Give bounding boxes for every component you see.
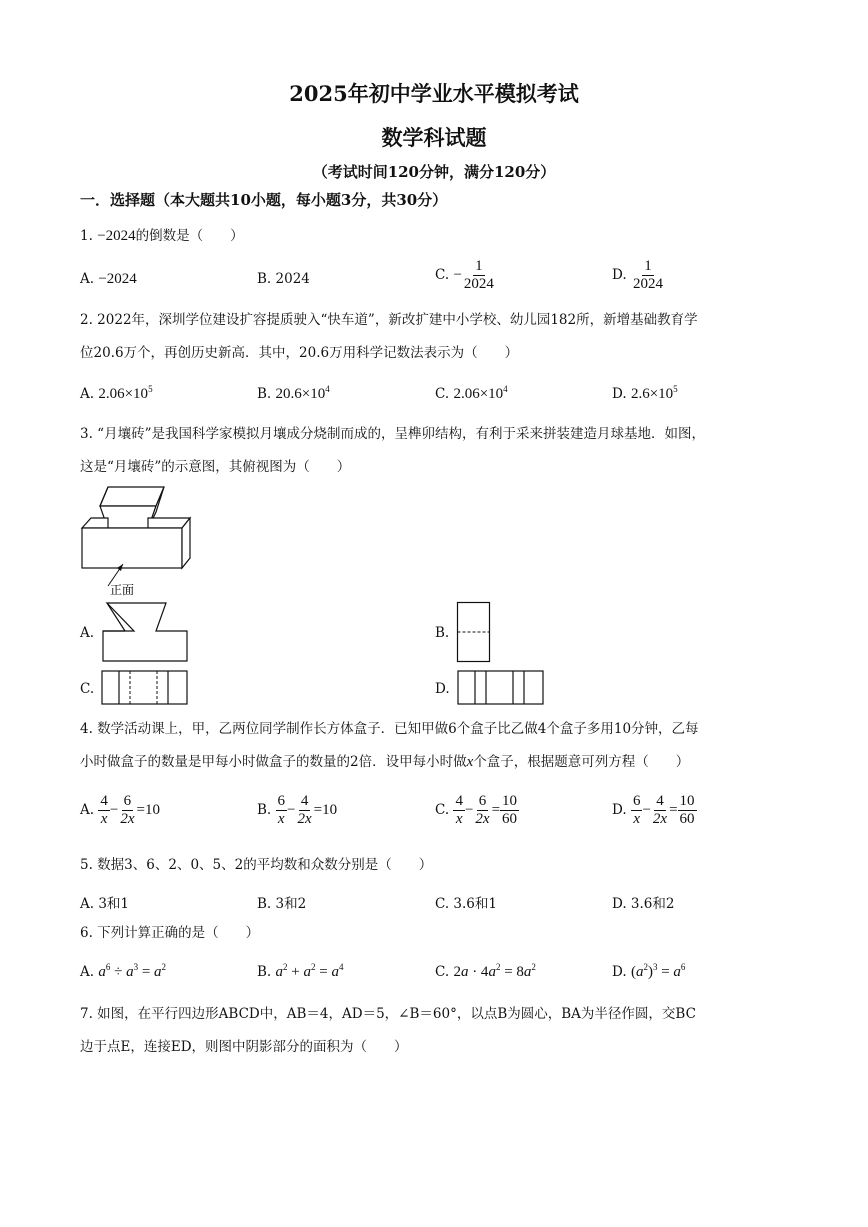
moon-brick-figure: [78, 484, 193, 596]
q3-option-b-figure[interactable]: [456, 601, 492, 665]
question-2-line2: 位20.6万个，再创历史新高．其中，20.6万用科学记数法表示为（ ）: [80, 345, 519, 361]
q5-option-c[interactable]: C. 3.6和1: [435, 896, 497, 912]
q5-option-b[interactable]: B. 3和2: [257, 896, 307, 912]
q4-option-c[interactable]: C. $\frac{4}{x}$ − $\frac{6}{2x}$ = $\frac{10}{60}$: [435, 793, 518, 827]
q1-option-b[interactable]: B. 2024: [257, 271, 310, 287]
question-2-line1: 2. 2022年，深圳学位建设扩容提质驶入“快车道”，新改扩建中小学校、幼儿园182所，新增基础教育学: [80, 312, 698, 328]
q3-option-a-figure[interactable]: [102, 601, 190, 665]
q3-option-d-figure[interactable]: [456, 669, 546, 707]
q2-option-d[interactable]: D. $2.6\times 10^5$: [612, 384, 678, 402]
q4-option-d[interactable]: D. $\frac{6}{x}$ − $\frac{4}{2x}$ = $\frac{10}{60}$: [612, 793, 695, 827]
front-label: 正面: [110, 583, 135, 596]
q3-option-c-label[interactable]: C.: [80, 681, 95, 697]
q1-option-c[interactable]: C. − $\frac{1}{2024}$: [435, 258, 494, 292]
subject-title: 数学科试题: [381, 125, 487, 150]
q2-option-a[interactable]: A. $2.06\times 10^5$: [80, 384, 153, 402]
exam-title: 2025年初中学业水平模拟考试: [289, 81, 579, 106]
q5-option-a[interactable]: A. 3和1: [80, 896, 130, 912]
q6-option-d[interactable]: D. $(a^2)^3 = a^6$: [612, 962, 686, 980]
question-3-line2: 这是“月壤砖”的示意图，其俯视图为（ ）: [80, 459, 351, 475]
question-1-stem: 1. −2024的倒数是（ ）: [80, 228, 244, 244]
q1-option-a[interactable]: A. −2024: [80, 271, 137, 287]
question-5-stem: 5. 数据3、6、2、0、5、2的平均数和众数分别是（ ）: [80, 857, 433, 873]
q4-option-a[interactable]: A. $\frac{4}{x}$ − $\frac{6}{2x}$ =10: [80, 793, 160, 827]
q3-option-a-label[interactable]: A.: [80, 625, 95, 641]
q5-option-d[interactable]: D. 3.6和2: [612, 896, 675, 912]
question-4-line2: 小时做盒子的数量是甲每小时做盒子的数量的2倍．设甲每小时做x个盒子，根据题意可列方程（ ）: [80, 754, 690, 770]
question-6-stem: 6. 下列计算正确的是（ ）: [80, 925, 260, 941]
q1-option-d[interactable]: D. $\frac{1}{2024}$: [612, 258, 663, 292]
question-3-line1: 3. “月壤砖”是我国科学家模拟月壤成分烧制而成的，呈榫卯结构，有利于采来拼装建造月球基地．如图，: [80, 426, 705, 442]
q2-option-b[interactable]: B. $20.6\times 10^4$: [257, 384, 330, 402]
q6-option-c[interactable]: C. $2a \cdot 4a^2 = 8a^2$: [435, 962, 536, 980]
q2-option-c[interactable]: C. $2.06\times 10^4$: [435, 384, 508, 402]
section-heading: 一．选择题（本大题共10小题，每小题3分，共30分）: [80, 191, 448, 209]
q3-option-c-figure[interactable]: [100, 669, 190, 707]
question-4-line1: 4. 数学活动课上，甲，乙两位同学制作长方体盒子．已知甲做6个盒子比乙做4个盒子多用10分钟，乙每: [80, 721, 699, 737]
q4-option-b[interactable]: B. $\frac{6}{x}$ − $\frac{4}{2x}$ =10: [257, 793, 338, 827]
q6-option-a[interactable]: A. $a^6 \div a^3 = a^2$: [80, 962, 167, 980]
q3-option-d-label[interactable]: D.: [435, 681, 450, 697]
question-7-line2: 边于点E，连接ED，则图中阴影部分的面积为（ ）: [80, 1039, 408, 1055]
q6-option-b[interactable]: B. $a^2 + a^2 = a^4$: [257, 962, 344, 980]
exam-note: （考试时间120分钟，满分120分）: [312, 163, 556, 181]
q3-option-b-label[interactable]: B.: [435, 625, 450, 641]
question-7-line1: 7. 如图，在平行四边形ABCD中，AB＝4，AD＝5，∠B＝60°，以点B为圆心，BA为半径作圆，交BC: [80, 1006, 696, 1022]
